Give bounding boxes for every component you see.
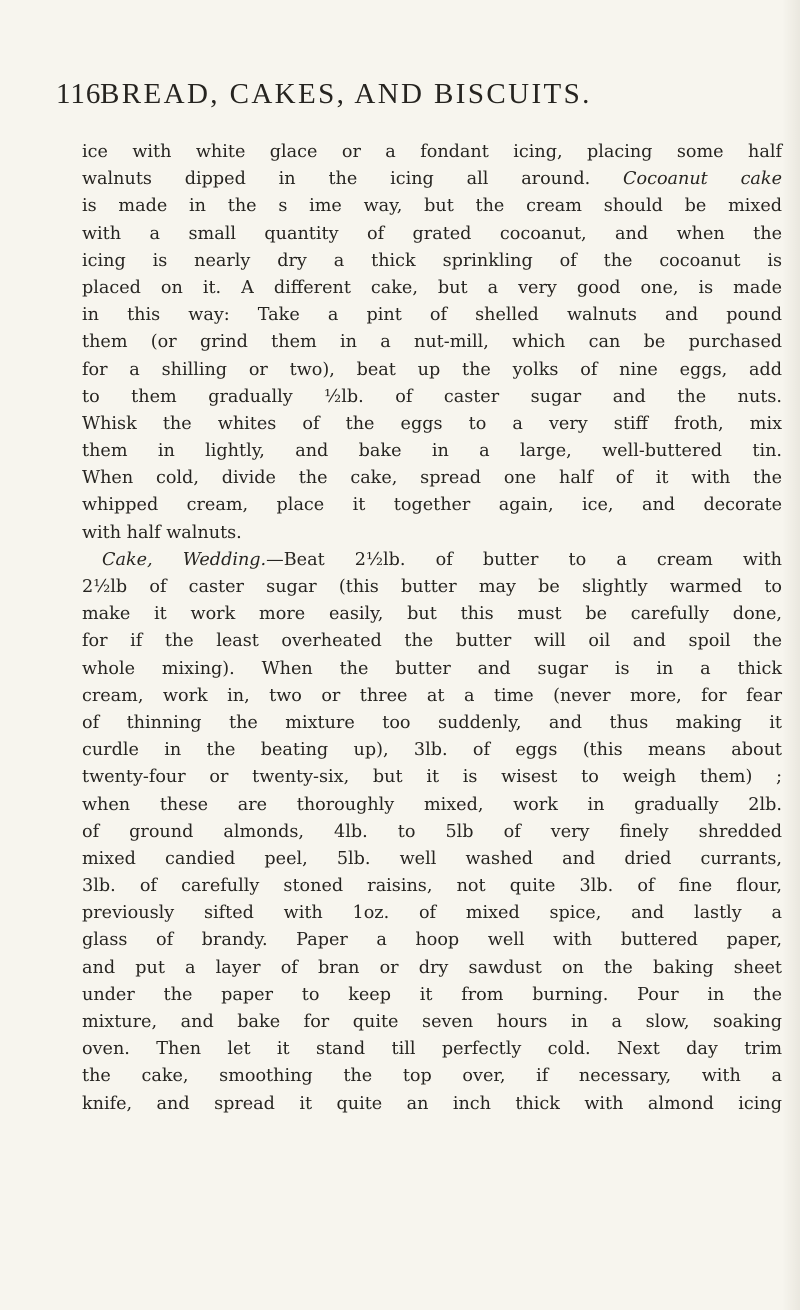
text-line: whole mixing). When the butter and sugar is in a thick [82,658,782,679]
text-line: When cold, divide the cake, spread one half of it with the [82,468,782,489]
text-line: is made in the s ime way, but the cream should be mixed [82,196,782,217]
text-line: of ground almonds, 4lb. to 5lb of very finely shredded [82,821,782,842]
page-edge-shadow [782,0,800,1310]
italic-heading-wedding-cake: Cake, Wedding. [102,549,267,570]
text-line: in this way: Take a pint of shelled walnuts and pound [82,305,782,326]
text-line: for if the least overheated the butter will oil and spoil the [82,631,782,652]
text-line: and put a layer of bran or dry sawdust on the baking sheet [82,957,782,978]
text-line: icing is nearly dry a thick sprinkling of the cocoanut is [82,250,782,271]
text-line: previously sifted with 1oz. of mixed spice, and lastly a [82,903,782,924]
text-line: placed on it. A different cake, but a very good one, is made [82,277,782,298]
text-line: 3lb. of carefully stoned raisins, not quite 3lb. of fine flour, [82,876,782,897]
text-line: knife, and spread it quite an inch thick with almond icing [82,1093,782,1114]
text-line: with a small quantity of grated cocoanut, and when the [82,223,782,244]
page-number: 116 [56,78,102,110]
italic-term-cocoanut-cake: Cocoanut cake [623,169,782,190]
text-line: make it work more easily, but this must be carefully done, [82,604,782,625]
running-title: BREAD, CAKES, AND BISCUITS. [100,78,592,110]
text-line: whipped cream, place it together again, ice, and decorate [82,495,782,516]
text-line: walnuts dipped in the icing all around. Cocoanut cake [82,169,782,190]
text-line: of thinning the mixture too suddenly, and thus making it [82,712,782,733]
body-text [82,139,782,1118]
text-line: cream, work in, two or three at a time (never more, for fear [82,685,782,706]
text-line: 2½lb of caster sugar (this butter may be slightly warmed to [82,577,782,597]
text-line: mixed candied peel, 5lb. well washed and dried currants, [82,848,782,869]
text-line: the cake, smoothing the top over, if necessary, with a [82,1066,782,1087]
text-line: when these are thoroughly mixed, work in gradually 2lb. [82,794,782,815]
text-line: under the paper to keep it from burning. Pour in the [82,984,782,1005]
text-line: oven. Then let it stand till perfectly cold. Next day trim [82,1039,782,1060]
text-line: twenty-four or twenty-six, but it is wisest to weigh them) ; [82,767,782,788]
text-line: Cake, Wedding.—Beat 2½lb. of butter to a cream with [102,549,782,570]
text-line: curdle in the beating up), 3lb. of eggs (this means about [82,740,782,761]
text-line: to them gradually ½lb. of caster sugar and the nuts. [82,386,782,407]
text-line: them (or grind them in a nut-mill, which can be purchased [82,332,782,353]
text-line: for a shilling or two), beat up the yolks of nine eggs, add [82,359,782,380]
running-head [56,78,696,118]
text-line: glass of brandy. Paper a hoop well with buttered paper, [82,930,782,951]
text-line: them in lightly, and bake in a large, well-buttered tin. [82,441,782,462]
text-line: with half walnuts. [82,522,242,543]
text-line: mixture, and bake for quite seven hours in a slow, soaking [82,1012,782,1032]
text-line: ice with white glace or a fondant icing, placing some half [82,142,782,162]
text-line: Whisk the whites of the eggs to a very stiff froth, mix [82,413,782,434]
